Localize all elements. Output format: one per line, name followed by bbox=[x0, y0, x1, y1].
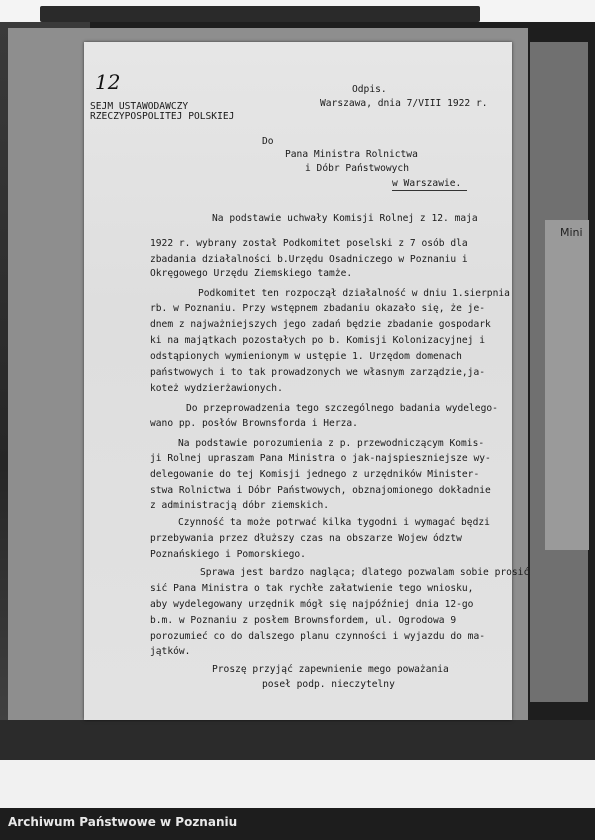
body-line: b.m. w Poznaniu z posłem Brownsfordem, ul. Ogrodowa 9 bbox=[150, 615, 457, 626]
page-number: 12 bbox=[95, 70, 121, 94]
copy-label: Odpis. bbox=[352, 84, 387, 95]
to-label: Do bbox=[262, 136, 274, 147]
archive-name: Archiwum Państwowe w Poznaniu bbox=[8, 815, 238, 829]
body-line: 1922 r. wybrany został Podkomitet poselski z 7 osób dla bbox=[150, 238, 468, 249]
body-line: Poznańskiego i Pomorskiego. bbox=[150, 549, 306, 560]
body-line: Czynność ta może potrwać kilka tygodni i wymagać będzi bbox=[178, 517, 490, 528]
body-line: z administracją dóbr ziemskich. bbox=[150, 500, 330, 511]
body-line: Okręgowego Urzędu Ziemskiego tamże. bbox=[150, 268, 353, 279]
issuer-line-1: SEJM USTAWODAWCZY bbox=[90, 101, 189, 112]
body-line: Na podstawie porozumienia z p. przewodniczącym Komis- bbox=[178, 438, 485, 449]
recipient-underline bbox=[392, 190, 467, 191]
adjacent-card-text: Mini bbox=[560, 226, 583, 239]
body-line: sić Pana Ministra o tak rychłe załatwienie tego wniosku, bbox=[150, 583, 474, 594]
scan-bottom-shadow bbox=[0, 720, 595, 765]
place-date: Warszawa, dnia 7/VIII 1922 r. bbox=[320, 98, 488, 109]
body-line: państwowych i to tak prowadzonych we własnym zarządzie,ja- bbox=[150, 367, 486, 378]
body-line: ki na majątkach pozostałych po b. Komisji Kolonizacyjnej i bbox=[150, 335, 486, 346]
body-line: dnem z najważniejszych jego zadań będzie zbadanie gospodark bbox=[150, 319, 491, 330]
issuer-line-2: RZECZYPOSPOLITEJ POLSKIEJ bbox=[90, 111, 235, 122]
body-line: przebywania przez dłuższy czas na obszarze Wojew ództw bbox=[150, 533, 462, 544]
body-line: rb. w Poznaniu. Przy wstępnem zbadaniu okazało się, że je- bbox=[150, 303, 486, 314]
body-line: Do przeprowadzenia tego szczególnego badania wydelego- bbox=[186, 403, 498, 414]
body-line: aby wydelegowany urzędnik mógł się najpóźniej dnia 12-go bbox=[150, 599, 474, 610]
body-line: porozumieć co do dalszego planu czynności i wyjazdu do ma- bbox=[150, 631, 486, 642]
body-line: wano pp. posłów Brownsforda i Herza. bbox=[150, 418, 358, 429]
body-line: zbadania działalności b.Urzędu Osadniczego w Poznaniu i bbox=[150, 254, 468, 265]
recipient-line-3: w Warszawie. bbox=[392, 178, 462, 189]
body-line: Proszę przyjąć zapewnienie mego poważania bbox=[212, 664, 449, 675]
recipient-line-1: Pana Ministra Rolnictwa bbox=[285, 149, 418, 160]
body-line: Na podstawie uchwały Komisji Rolnej z 12. maja bbox=[212, 213, 478, 224]
body-line: jątków. bbox=[150, 646, 191, 657]
body-line: koteż wydzierżawionych. bbox=[150, 383, 283, 394]
body-line: odstąpionych wymienionym w ustępie 1. Urzędom domenach bbox=[150, 351, 462, 362]
body-line: Sprawa jest bardzo nagląca; dlatego pozwalam sobie prosić bbox=[200, 567, 530, 578]
scan-top-shadow bbox=[40, 6, 480, 22]
recipient-line-2: i Dóbr Państwowych bbox=[305, 163, 409, 174]
body-line: Podkomitet ten rozpoczął działalność w dniu 1.sierpnia bbox=[198, 288, 510, 299]
scan-bottom-strip bbox=[0, 760, 595, 808]
body-line: delegowanie do tej Komisji jednego z urzędników Minister- bbox=[150, 469, 480, 480]
body-line: poseł podp. nieczytelny bbox=[262, 679, 395, 690]
body-line: stwa Rolnictwa i Dóbr Państwowych, obznajomionego dokładnie bbox=[150, 485, 491, 496]
body-line: ji Rolnej upraszam Pana Ministra o jak-najspieszniejsze wy- bbox=[150, 453, 491, 464]
adjacent-card bbox=[545, 220, 589, 550]
